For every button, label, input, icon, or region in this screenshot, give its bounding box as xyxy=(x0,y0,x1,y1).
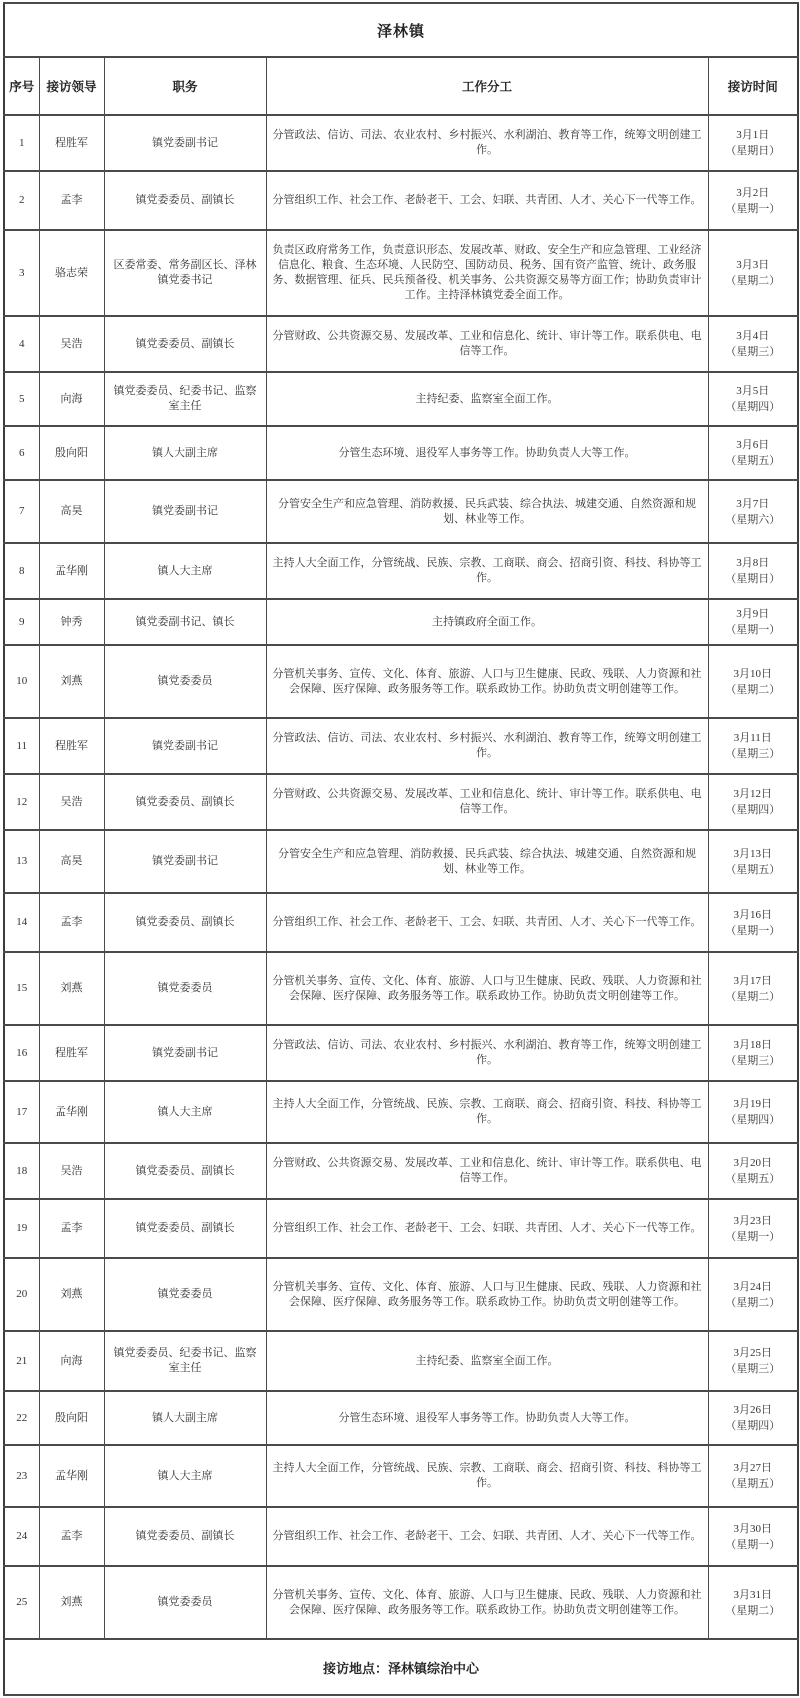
schedule-table xyxy=(3,2,799,1696)
cell-leader-name: 向海 xyxy=(39,372,104,426)
table-row xyxy=(4,543,798,599)
cell-leader-name: 高昊 xyxy=(39,480,104,543)
cell-row-number: 15 xyxy=(4,952,39,1025)
date-line: 3月16日 xyxy=(733,908,772,921)
weekday-line: （星期一） xyxy=(725,624,781,636)
weekday-line: （星期二） xyxy=(725,683,781,696)
cell-leader-name: 殷向阳 xyxy=(39,1391,104,1445)
cell-duty: 分管组织工作、社会工作、老龄老干、工会、妇联、共青团、人才、关心下一代等工作。 xyxy=(266,1199,708,1258)
cell-visit-date xyxy=(708,480,798,543)
cell-position: 镇党委副书记、镇长 xyxy=(104,599,266,645)
cell-leader-name: 孟李 xyxy=(39,171,104,230)
column-header-duty: 工作分工 xyxy=(266,57,708,115)
cell-visit-date xyxy=(708,543,798,599)
cell-duty: 分管机关事务、宣传、文化、体育、旅游、人口与卫生健康、民政、残联、人力资源和社会保障、医疗保障、政务服务等工作。联系政协工作。协助负责文明创建等工作。 xyxy=(266,1566,708,1639)
date-line: 3月7日 xyxy=(736,497,770,510)
date-line: 3月27日 xyxy=(733,1462,772,1474)
cell-duty: 分管生态环境、退役军人事务等工作。协助负责人大等工作。 xyxy=(266,426,708,480)
cell-leader-name: 孟李 xyxy=(39,1507,104,1566)
cell-leader-name: 高昊 xyxy=(39,830,104,893)
cell-visit-date xyxy=(708,316,798,372)
cell-duty: 分管机关事务、宣传、文化、体育、旅游、人口与卫生健康、民政、残联、人力资源和社会保障、医疗保障、政务服务等工作。联系政协工作。协助负责文明创建等工作。 xyxy=(266,1258,708,1331)
table-row xyxy=(4,774,798,830)
weekday-line: （星期三） xyxy=(725,1363,781,1375)
cell-visit-date xyxy=(708,372,798,426)
column-header-leader: 接访领导 xyxy=(39,57,104,115)
cell-row-number: 17 xyxy=(4,1081,39,1143)
table-row xyxy=(4,316,798,372)
cell-position: 镇人大副主席 xyxy=(104,426,266,480)
table-row xyxy=(4,718,798,774)
cell-leader-name: 程胜军 xyxy=(39,718,104,774)
weekday-line: （星期六） xyxy=(725,513,781,526)
table-row xyxy=(4,115,798,171)
cell-duty: 分管政法、信访、司法、农业农村、乡村振兴、水利湖泊、教育等工作，统筹文明创建工作。 xyxy=(266,1025,708,1081)
cell-leader-name: 刘燕 xyxy=(39,645,104,718)
cell-duty: 分管财政、公共资源交易、发展改革、工业和信息化、统计、审计等工作。联系供电、电信等工作。 xyxy=(266,316,708,372)
cell-duty: 分管财政、公共资源交易、发展改革、工业和信息化、统计、审计等工作。联系供电、电信等工作。 xyxy=(266,1143,708,1199)
cell-row-number: 9 xyxy=(4,599,39,645)
weekday-line: （星期三） xyxy=(725,1055,781,1067)
table-row xyxy=(4,1445,798,1507)
cell-visit-date xyxy=(708,599,798,645)
weekday-line: （星期二） xyxy=(725,1604,781,1617)
date-line: 3月10日 xyxy=(733,667,772,680)
cell-duty: 主持人大全面工作，分管统战、民族、宗教、工商联、商会、招商引资、科技、科协等工作。 xyxy=(266,1081,708,1143)
cell-duty: 负责区政府常务工作，负责意识形态、发展改革、财政、安全生产和应急管理、工业经济信息化、粮食、生态环境、人民防空、国防动员、税务、国有资产监管、统计、政务服务、数据管理、征兵、民兵预备役、机关事务、公共资源交易等方面工作；协助负责审计工作。主持泽林镇党委全面工作。 xyxy=(266,230,708,316)
cell-visit-date xyxy=(708,952,798,1025)
cell-duty: 分管机关事务、宣传、文化、体育、旅游、人口与卫生健康、民政、残联、人力资源和社会保障、医疗保障、政务服务等工作。联系政协工作。协助负责文明创建等工作。 xyxy=(266,645,708,718)
cell-duty: 分管安全生产和应急管理、消防救援、民兵武装、综合执法、城建交通、自然资源和规划、林业等工作。 xyxy=(266,480,708,543)
cell-duty: 分管组织工作、社会工作、老龄老干、工会、妇联、共青团、人才、关心下一代等工作。 xyxy=(266,1507,708,1566)
cell-leader-name: 吴浩 xyxy=(39,774,104,830)
date-line: 3月13日 xyxy=(733,847,772,860)
date-line: 3月1日 xyxy=(736,129,770,141)
table-row xyxy=(4,893,798,952)
date-line: 3月11日 xyxy=(733,732,772,744)
cell-leader-name: 吴浩 xyxy=(39,316,104,372)
cell-position: 镇党委委员 xyxy=(104,1566,266,1639)
cell-leader-name: 刘燕 xyxy=(39,1566,104,1639)
cell-position: 镇党委副书记 xyxy=(104,1025,266,1081)
header-row xyxy=(4,57,798,115)
cell-duty: 主持纪委、监察室全面工作。 xyxy=(266,372,708,426)
weekday-line: （星期二） xyxy=(725,1296,781,1309)
cell-duty: 主持镇政府全面工作。 xyxy=(266,599,708,645)
cell-visit-date xyxy=(708,774,798,830)
cell-row-number: 23 xyxy=(4,1445,39,1507)
weekday-line: （星期五） xyxy=(725,863,781,876)
cell-row-number: 3 xyxy=(4,230,39,316)
cell-row-number: 18 xyxy=(4,1143,39,1199)
cell-position: 镇党委委员、副镇长 xyxy=(104,171,266,230)
cell-row-number: 20 xyxy=(4,1258,39,1331)
date-line: 3月12日 xyxy=(733,788,772,800)
weekday-line: （星期三） xyxy=(725,346,781,358)
cell-visit-date xyxy=(708,1331,798,1391)
weekday-line: （星期四） xyxy=(725,401,781,413)
cell-duty: 主持人大全面工作，分管统战、民族、宗教、工商联、商会、招商引资、科技、科协等工作。 xyxy=(266,1445,708,1507)
weekday-line: （星期五） xyxy=(725,455,781,467)
cell-leader-name: 吴浩 xyxy=(39,1143,104,1199)
date-line: 3月25日 xyxy=(733,1347,772,1359)
cell-row-number: 1 xyxy=(4,115,39,171)
cell-position: 镇党委副书记 xyxy=(104,718,266,774)
table-row xyxy=(4,230,798,316)
cell-position: 镇党委委员、副镇长 xyxy=(104,774,266,830)
cell-position: 镇党委副书记 xyxy=(104,115,266,171)
title-row xyxy=(4,3,798,57)
cell-duty: 分管政法、信访、司法、农业农村、乡村振兴、水利湖泊、教育等工作，统筹文明创建工作。 xyxy=(266,115,708,171)
date-line: 3月30日 xyxy=(733,1522,772,1535)
cell-row-number: 4 xyxy=(4,316,39,372)
cell-row-number: 24 xyxy=(4,1507,39,1566)
cell-row-number: 22 xyxy=(4,1391,39,1445)
weekday-line: （星期二） xyxy=(725,275,781,287)
weekday-line: （星期一） xyxy=(725,1538,781,1551)
cell-duty: 分管组织工作、社会工作、老龄老干、工会、妇联、共青团、人才、关心下一代等工作。 xyxy=(266,893,708,952)
table-row xyxy=(4,372,798,426)
table-row xyxy=(4,1143,798,1199)
cell-row-number: 6 xyxy=(4,426,39,480)
page-title: 泽林镇 xyxy=(4,3,798,57)
cell-visit-date xyxy=(708,230,798,316)
cell-duty: 分管财政、公共资源交易、发展改革、工业和信息化、统计、审计等工作。联系供电、电信等工作。 xyxy=(266,774,708,830)
cell-visit-date xyxy=(708,1566,798,1639)
cell-position: 镇党委委员、副镇长 xyxy=(104,1199,266,1258)
cell-leader-name: 刘燕 xyxy=(39,1258,104,1331)
cell-visit-date xyxy=(708,893,798,952)
cell-visit-date xyxy=(708,645,798,718)
visit-location-label: 接访地点：泽林镇综治中心 xyxy=(4,1639,798,1695)
date-line: 3月20日 xyxy=(733,1157,772,1169)
cell-row-number: 19 xyxy=(4,1199,39,1258)
weekday-line: （星期日） xyxy=(725,145,781,157)
schedule-table-body xyxy=(4,115,798,1639)
table-row xyxy=(4,1258,798,1331)
cell-position: 镇党委副书记 xyxy=(104,830,266,893)
date-line: 3月9日 xyxy=(736,608,770,620)
weekday-line: （星期三） xyxy=(725,748,781,760)
date-line: 3月2日 xyxy=(736,186,770,199)
cell-position: 镇党委委员、纪委书记、监察室主任 xyxy=(104,372,266,426)
cell-leader-name: 刘燕 xyxy=(39,952,104,1025)
cell-leader-name: 向海 xyxy=(39,1331,104,1391)
cell-position: 区委常委、常务副区长、泽林镇党委书记 xyxy=(104,230,266,316)
cell-leader-name: 孟华刚 xyxy=(39,543,104,599)
cell-row-number: 21 xyxy=(4,1331,39,1391)
table-row xyxy=(4,599,798,645)
table-row xyxy=(4,1566,798,1639)
weekday-line: （星期一） xyxy=(725,202,781,215)
footer-row xyxy=(4,1639,798,1695)
weekday-line: （星期四） xyxy=(725,804,781,816)
date-line: 3月5日 xyxy=(736,385,770,397)
cell-duty: 分管政法、信访、司法、农业农村、乡村振兴、水利湖泊、教育等工作，统筹文明创建工作。 xyxy=(266,718,708,774)
table-row xyxy=(4,1199,798,1258)
cell-row-number: 11 xyxy=(4,718,39,774)
cell-row-number: 10 xyxy=(4,645,39,718)
date-line: 3月3日 xyxy=(736,259,770,271)
weekday-line: （星期日） xyxy=(725,573,781,585)
cell-duty: 主持人大全面工作，分管统战、民族、宗教、工商联、商会、招商引资、科技、科协等工作。 xyxy=(266,543,708,599)
column-header-no: 序号 xyxy=(4,57,39,115)
cell-position: 镇人大主席 xyxy=(104,543,266,599)
table-row xyxy=(4,480,798,543)
column-header-date: 接访时间 xyxy=(708,57,798,115)
cell-row-number: 2 xyxy=(4,171,39,230)
cell-position: 镇党委委员 xyxy=(104,1258,266,1331)
cell-row-number: 13 xyxy=(4,830,39,893)
table-row xyxy=(4,952,798,1025)
table-row xyxy=(4,426,798,480)
cell-leader-name: 程胜军 xyxy=(39,1025,104,1081)
cell-visit-date xyxy=(708,830,798,893)
cell-position: 镇党委委员、副镇长 xyxy=(104,893,266,952)
cell-visit-date xyxy=(708,1025,798,1081)
date-line: 3月23日 xyxy=(733,1214,772,1227)
cell-duty: 分管机关事务、宣传、文化、体育、旅游、人口与卫生健康、民政、残联、人力资源和社会保障、医疗保障、政务服务等工作。联系政协工作。协助负责文明创建等工作。 xyxy=(266,952,708,1025)
weekday-line: （星期一） xyxy=(725,1230,781,1243)
cell-position: 镇党委委员 xyxy=(104,952,266,1025)
date-line: 3月19日 xyxy=(733,1098,772,1110)
cell-duty: 主持纪委、监察室全面工作。 xyxy=(266,1331,708,1391)
weekday-line: （星期四） xyxy=(725,1114,781,1126)
cell-leader-name: 孟华刚 xyxy=(39,1081,104,1143)
cell-visit-date xyxy=(708,171,798,230)
cell-visit-date xyxy=(708,718,798,774)
table-row xyxy=(4,1331,798,1391)
date-line: 3月26日 xyxy=(733,1404,772,1416)
table-row xyxy=(4,830,798,893)
cell-row-number: 25 xyxy=(4,1566,39,1639)
cell-row-number: 16 xyxy=(4,1025,39,1081)
cell-position: 镇党委委员、副镇长 xyxy=(104,1507,266,1566)
cell-visit-date xyxy=(708,115,798,171)
date-line: 3月17日 xyxy=(733,974,772,987)
date-line: 3月6日 xyxy=(736,439,770,451)
table-row xyxy=(4,1391,798,1445)
date-line: 3月8日 xyxy=(736,557,770,569)
cell-position: 镇人大主席 xyxy=(104,1081,266,1143)
cell-leader-name: 孟李 xyxy=(39,893,104,952)
cell-visit-date xyxy=(708,1081,798,1143)
cell-visit-date xyxy=(708,1445,798,1507)
cell-position: 镇党委委员、纪委书记、监察室主任 xyxy=(104,1331,266,1391)
cell-leader-name: 骆志荣 xyxy=(39,230,104,316)
cell-leader-name: 孟华刚 xyxy=(39,1445,104,1507)
cell-visit-date xyxy=(708,1391,798,1445)
cell-leader-name: 程胜军 xyxy=(39,115,104,171)
cell-leader-name: 钟秀 xyxy=(39,599,104,645)
date-line: 3月24日 xyxy=(733,1280,772,1293)
table-row xyxy=(4,645,798,718)
cell-visit-date xyxy=(708,1143,798,1199)
weekday-line: （星期四） xyxy=(725,1420,781,1432)
cell-row-number: 12 xyxy=(4,774,39,830)
cell-position: 镇党委委员、副镇长 xyxy=(104,1143,266,1199)
cell-row-number: 8 xyxy=(4,543,39,599)
cell-position: 镇党委委员 xyxy=(104,645,266,718)
weekday-line: （星期二） xyxy=(725,990,781,1003)
cell-position: 镇党委副书记 xyxy=(104,480,266,543)
table-row xyxy=(4,1507,798,1566)
cell-row-number: 14 xyxy=(4,893,39,952)
date-line: 3月4日 xyxy=(736,330,770,342)
weekday-line: （星期五） xyxy=(725,1478,781,1490)
cell-row-number: 7 xyxy=(4,480,39,543)
cell-duty: 分管安全生产和应急管理、消防救援、民兵武装、综合执法、城建交通、自然资源和规划、林业等工作。 xyxy=(266,830,708,893)
weekday-line: （星期一） xyxy=(725,924,781,937)
date-line: 3月31日 xyxy=(733,1588,772,1601)
cell-visit-date xyxy=(708,426,798,480)
cell-leader-name: 殷向阳 xyxy=(39,426,104,480)
cell-row-number: 5 xyxy=(4,372,39,426)
table-row xyxy=(4,1081,798,1143)
cell-position: 镇人大主席 xyxy=(104,1445,266,1507)
table-row xyxy=(4,1025,798,1081)
column-header-position: 职务 xyxy=(104,57,266,115)
cell-leader-name: 孟李 xyxy=(39,1199,104,1258)
cell-duty: 分管组织工作、社会工作、老龄老干、工会、妇联、共青团、人才、关心下一代等工作。 xyxy=(266,171,708,230)
cell-visit-date xyxy=(708,1258,798,1331)
cell-visit-date xyxy=(708,1507,798,1566)
weekday-line: （星期五） xyxy=(725,1173,781,1185)
cell-duty: 分管生态环境、退役军人事务等工作。协助负责人大等工作。 xyxy=(266,1391,708,1445)
table-row xyxy=(4,171,798,230)
date-line: 3月18日 xyxy=(733,1039,772,1051)
cell-visit-date xyxy=(708,1199,798,1258)
cell-position: 镇人大副主席 xyxy=(104,1391,266,1445)
cell-position: 镇党委委员、副镇长 xyxy=(104,316,266,372)
